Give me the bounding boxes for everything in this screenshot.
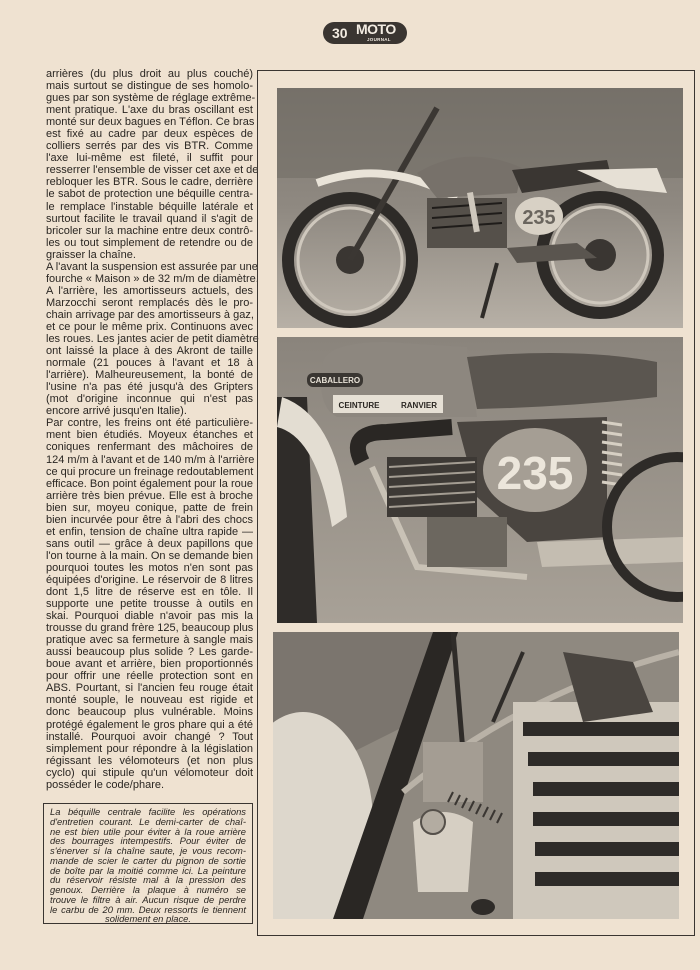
article-line: monté souple, le nouveau est rigide et [46,694,253,707]
article-line: Par contre, les freins ont été particulière- [46,417,253,430]
sponsor-decal-left: CEINTURE [338,401,380,410]
article-line: rebloquer les BTR. Sous le cadre, derrière [46,176,253,189]
article-line: simplement pour répondre à la législation [46,742,253,755]
photo-motorcycle-side [277,88,683,328]
article-line: l'arrière). Malheureusement, la bonté de [46,369,253,382]
article-line: chain arrivage par des amortisseurs à gaz, [46,308,254,321]
article-line: skai. Pourquoi diable n'avoir pas mis la [46,610,253,623]
sponsor-decal-right: RANVIER [400,401,438,410]
article-line: ont laissé la place à des Akront de taille [46,345,253,358]
caption-line: du réservoir résiste mal à la pression des [50,874,246,886]
article-line: régissant les vélomoteurs (et non plus [46,754,253,767]
article-line: graisser la chaîne. [46,248,136,261]
article-line: ce qui procure un freinage redoutablement [46,465,254,478]
article-line: et ce pour le même prix. Continuons avec [46,320,253,333]
article-line: supporte une petite trousse à outils en [46,598,253,611]
article-line: aussi beaucoup plus solide ? Les garde- [46,646,253,659]
article-line: protégé également le gros phare qui a été [46,718,253,731]
article-line: l'usine n'a pas été jusqu'à des Gripters [46,381,253,394]
photo-carburettor-closeup [273,632,679,919]
article-line: monté sur deux bagues en Téflon. Ce bras [46,116,255,129]
article-line: l'axe lui-même est fileté, il suffit pour [46,152,253,165]
article-line: donc beaucoup plus vulnérable. Moins [46,706,253,719]
article-line: cyclo) qui stipule qu'un vélomoteur doit [46,766,253,779]
article-line: et enfin, tension de chaîne ultra rapide — [46,525,253,538]
article-line: posséder le code/phare. [46,778,165,791]
article-line: bricoler sur la machine entre deux contrô- [46,224,253,237]
article-line: arrières (du plus droit au plus couché) [46,68,253,80]
article-line: les roues. Les jantes acier de petit diamètre [46,333,259,346]
article-line: le remplace l'instable béquille latérale et [46,200,253,213]
magazine-logo [323,22,407,44]
article-line: pratique avec sa fermeture à sangle mais [46,634,253,647]
article-line: surtout facilite le travail quand il s'agit de [46,212,253,225]
article-line: efficace. Bon point également pour la roue [46,477,253,490]
article-line: est fixé au cadre par deux espèces de [46,128,253,141]
article-line: dont 1,5 litre de réserve est en tôle. Il [46,586,253,599]
caption-line: d'entretien courant. Le demi-carter de chaî- [50,815,246,827]
article-line: le sabot de protection une béquille centra- [46,188,253,201]
article-line: A l'avant la suspension est assurée par une [46,260,258,273]
article-line: bien incurvée pour être à l'abri des chocs [46,513,253,526]
caption-line: s'énerver si la chaîne saute, je vous recom- [50,845,246,856]
article-line: pour offrir une réelle protection sont en [46,670,253,683]
article-line: l'on tourne à la main. On se demande bien [46,549,253,562]
article-line: installé. Pourquoi avoir changé ? Tout [46,730,253,743]
article-line: mais surtout se distingue de ses homolo- [46,80,253,93]
article-line: équipées d'origine. Le réservoir de 8 litres [46,573,253,586]
article-line: ment bien étudiés. Moyeux étanches et [46,429,253,442]
article-line: 124 m/m à l'avant et de 140 m/m à l'arrière [46,453,255,466]
caption-line: de boîte par la moitié comme ici. La peinture [50,864,246,876]
article-line: ment pratique. L'axe du bras oscillant est [46,104,253,117]
article-line: colliers serrés par des vis BTR. Comme [46,140,253,153]
logo-subtitle: JOURNAL [367,37,391,42]
article-column [46,68,259,791]
caption-line: ne est bien utile pour éviter à la roue arrière [50,825,246,837]
article-line: encore arrivé jusqu'en Italie). [46,405,187,418]
caption-line: solidement en place. [105,913,191,925]
article-line: (mot d'origine inconnue qui n'est pas [46,393,253,406]
caption-line: La béquille centrale facilite les opérations [50,806,246,817]
article-line: fourche « Maison » de 32 m/m de diamètre. [46,272,259,285]
article-line: bien sur, moyeu conique, patte de frein [46,501,253,514]
caption-line: trouve le filtre à air. Aucun risque de perdre [50,893,246,905]
caption-line: des bourrages intempestifs. Pour éviter de [50,835,246,847]
article-line: resserrer l'ensemble de visser cet axe et de [46,164,259,177]
article-line: arrière très bien prévue. Elle est à broche [46,489,253,502]
article-line: les ou tout simplement de retendre ou de [46,236,253,249]
article-line: sans outil — grâce à deux papillons que [46,537,253,550]
article-line: normale (21 pouces à l'avant et 18 à [46,357,253,370]
article-line: boue avant et arrière, bien proportionnés [46,658,253,671]
plate-number-2: 235 [496,447,574,499]
article-line: Marzocchi seront remplacés dès le pro- [46,296,253,309]
article-line: trousse du grand frère 125, beaucoup plus [46,622,254,635]
caption-line: genoux. Derrière la plaque à numéro se [50,884,246,895]
article-line: coniques renfermant des mâchoires de [46,441,253,454]
photo-motorcycle-closeup [277,337,683,623]
plate-number-1: 235 [522,207,556,229]
article-line: pourquoi toutes les motos n'en sont pas [46,561,253,574]
article-line: gues par son système de réglage extrême- [46,92,256,105]
photo-caption-box [43,803,253,924]
page-number: 30 [332,25,348,41]
article-line: A l'arrière, les amortisseurs actuels, des [46,284,253,297]
caption-line: mande de scier le carter du pignon de sortie [50,854,246,866]
logo-title: MOTO [356,21,396,37]
tank-brand-decal: CABALLERO [309,376,361,385]
caption-line: le carbu de 20 mm. Deux ressorts le tiennent [50,903,246,915]
article-line: ABS. Pourtant, si l'ancien feu rouge était [46,682,253,695]
